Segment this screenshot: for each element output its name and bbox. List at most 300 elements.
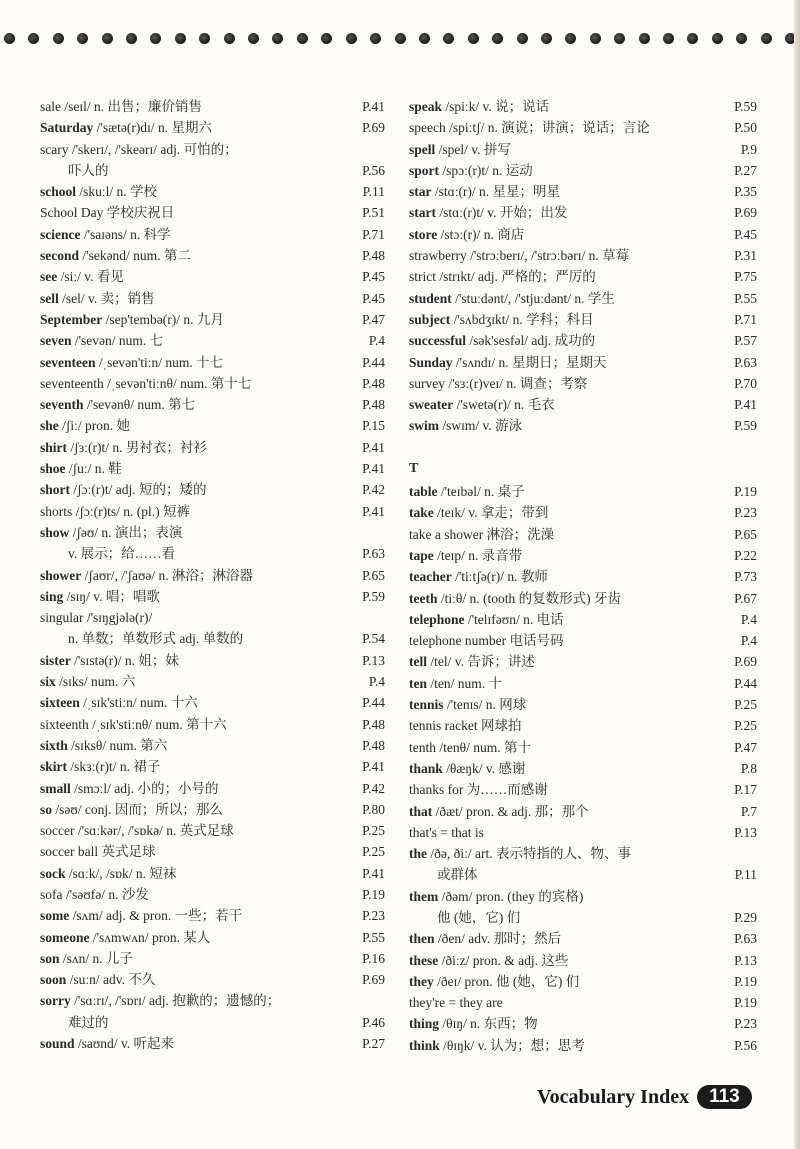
- entry-word: sixteenth: [40, 716, 89, 732]
- entry-word: tell: [409, 654, 427, 670]
- entry-page: P.46: [362, 1014, 385, 1030]
- entry-page: P.70: [734, 375, 757, 391]
- entry-definition: /'sætə(r)dɪ/ n. 星期六: [96, 120, 212, 136]
- entry-definition: /θɪŋk/ v. 认为；想；思考: [443, 1037, 585, 1053]
- entry-definition: /ʃɔː(r)ts/ n. (pl.) 短裤: [75, 503, 190, 519]
- binding-hole: [370, 33, 381, 44]
- entry-page: P.69: [362, 972, 385, 988]
- entry-word: take: [409, 505, 434, 521]
- vocab-entry: [40, 139, 385, 182]
- entry-page: P.73: [734, 569, 757, 585]
- vocab-entry: [40, 692, 385, 713]
- vocab-entry: [409, 609, 757, 630]
- entry-definition: /'sʌndɪ/ n. 星期日；星期天: [455, 354, 607, 370]
- binding-hole: [712, 33, 723, 44]
- entry-word: shirt: [40, 439, 67, 455]
- entry-word: successful: [409, 333, 466, 349]
- vocab-entry: [40, 181, 385, 202]
- entry-page: P.4: [368, 674, 385, 690]
- vocab-entry: [409, 822, 757, 843]
- entry-definition: /'sɪŋgjələ(r)/: [86, 610, 153, 626]
- entry-word: shoe: [40, 461, 66, 477]
- vocab-entry: [409, 801, 757, 822]
- entry-definition: /'səʊfə/ n. 沙发: [65, 886, 149, 902]
- vocab-entry: [40, 650, 385, 671]
- entry-definition: /sɪks/ num. 六: [59, 674, 136, 690]
- entry-definition: /'tenɪs/ n. 网球: [446, 697, 527, 713]
- entry-page: P.41: [362, 461, 385, 477]
- vocab-entry: [409, 1013, 757, 1034]
- entry-page: P.80: [362, 801, 385, 817]
- entry-word: singular: [40, 610, 84, 626]
- entry-continuation: 或群体: [437, 867, 478, 883]
- entry-page: P.13: [362, 652, 385, 668]
- entry-word: someone: [40, 929, 90, 945]
- entry-definition: /sək'sesfəl/ adj. 成功的: [469, 333, 596, 349]
- entry-definition: /sʌm/ adj. & pron. 一些；若干: [72, 908, 243, 924]
- binding-hole: [321, 33, 332, 44]
- entry-definition: /'telɪfəʊn/ n. 电话: [467, 611, 564, 627]
- vocab-entry: [409, 588, 757, 609]
- entry-definition: /'sɜː(r)veɪ/ n. 调查；考察: [448, 375, 588, 391]
- entry-word: second: [40, 248, 80, 264]
- entry-page: P.25: [362, 844, 385, 860]
- entry-word: speak: [409, 99, 443, 114]
- entry-page: P.50: [734, 120, 757, 136]
- vocab-entry: [409, 630, 757, 651]
- entry-definition: /ʃəʊ/ n. 演出；表演: [72, 524, 183, 540]
- vocab-entry: [40, 224, 385, 245]
- entry-page: P.19: [734, 973, 757, 989]
- vocab-entry: [409, 415, 757, 436]
- vocab-entry: [409, 352, 757, 373]
- binding-hole: [443, 33, 454, 44]
- entry-word: sock: [40, 865, 66, 881]
- entry-word: shower: [40, 567, 82, 583]
- entry-continuation: n. 单数；单数形式 adj. 单数的: [68, 631, 244, 647]
- entry-word: telephone: [409, 611, 465, 627]
- entry-word: so: [40, 801, 53, 817]
- entry-word: these: [409, 952, 439, 968]
- footer-label: Vocabulary Index: [537, 1085, 690, 1108]
- binding-hole: [53, 33, 64, 44]
- entry-definition: /sɪŋ/ v. 唱；唱歌: [66, 588, 160, 604]
- vocab-entry: [409, 566, 757, 587]
- entry-word: sorry: [40, 993, 71, 1009]
- binding-hole: [77, 33, 88, 44]
- entry-page: P.23: [734, 1016, 757, 1032]
- entry-word: school: [40, 184, 77, 200]
- entry-page: P.69: [362, 120, 385, 136]
- vocab-entry: [40, 288, 385, 309]
- entry-definition: /sel/ v. 卖；销售: [62, 290, 155, 306]
- entry-page: P.11: [362, 184, 385, 200]
- entry-word: sound: [40, 1036, 75, 1052]
- entry-word: telephone number: [409, 633, 507, 649]
- vocab-entry: [40, 714, 385, 735]
- entry-word: soccer: [40, 823, 75, 839]
- entry-definition: /ðæt/ pron. & adj. 那；那个: [435, 803, 589, 819]
- vocab-entry: [40, 799, 385, 820]
- entry-definition: /səʊ/ conj. 因而；所以；那么: [55, 801, 223, 817]
- entry-page: P.41: [734, 397, 757, 413]
- vocab-entry: [409, 202, 757, 223]
- entry-page: P.65: [734, 526, 757, 542]
- entry-definition: /ˌsevən'tiːnθ/ num. 第十七: [107, 375, 252, 391]
- entry-word: spell: [409, 141, 436, 157]
- vocab-entry: [40, 522, 385, 565]
- entry-definition: /ʃaʊr/, /'ʃaʊə/ n. 淋浴；淋浴器: [84, 567, 253, 583]
- entry-word: take a shower: [409, 526, 484, 542]
- entry-page: P.8: [740, 760, 757, 776]
- entry-page: P.48: [362, 248, 385, 264]
- entry-definition: /'skerɪ/, /'skeərɪ/ adj. 可怕的；: [71, 141, 238, 157]
- entry-word: tenth: [409, 739, 436, 755]
- entry-page: P.59: [734, 99, 757, 114]
- vocab-entry: [409, 694, 757, 715]
- entry-word: student: [409, 290, 452, 306]
- entry-definition: /stɑː(r)/ n. 星星；明星: [434, 184, 561, 200]
- entry-page: P.63: [734, 931, 757, 947]
- binding-hole: [248, 33, 259, 44]
- entry-word: soccer ball: [40, 844, 99, 860]
- binding-hole: [419, 33, 430, 44]
- vocab-entry: [40, 778, 385, 799]
- entry-word: that's = that is: [409, 824, 484, 840]
- entry-definition: /suːn/ adv. 不久: [69, 972, 156, 988]
- binding-hole: [126, 33, 137, 44]
- vocab-entry: [40, 863, 385, 884]
- entry-page: P.44: [362, 695, 385, 711]
- entry-word: swim: [409, 418, 439, 434]
- entry-definition: /ʃiː/ pron. 她: [62, 418, 131, 434]
- entry-definition: /smɔːl/ adj. 小的；小号的: [74, 780, 219, 796]
- vocab-entry: [40, 969, 385, 990]
- entry-page: P.7: [740, 803, 757, 819]
- entry-definition: /tiːθ/ n. (tooth 的复数形式) 牙齿: [440, 590, 621, 606]
- entry-definition: /sep'tembə(r)/ n. 九月: [105, 311, 224, 327]
- entry-definition: /swɪm/ v. 游泳: [442, 418, 523, 434]
- entry-word: table: [409, 484, 438, 500]
- vocab-entry: [409, 971, 757, 992]
- entry-definition: /stɔː(r)/ n. 商店: [440, 226, 525, 242]
- entry-page: P.71: [734, 311, 757, 327]
- entry-definition: /ˌsɪk'stiːnθ/ num. 第十六: [92, 716, 227, 732]
- entry-word: sweater: [409, 397, 454, 413]
- entry-page: P.47: [362, 311, 385, 327]
- binding-hole: [565, 33, 576, 44]
- entry-word: tennis racket: [409, 718, 478, 734]
- entry-word: seventeenth: [40, 375, 104, 391]
- vocab-entry: [40, 927, 385, 948]
- vocab-entry: [409, 373, 757, 394]
- entry-page: P.27: [362, 1036, 385, 1052]
- entry-page: P.19: [362, 886, 385, 902]
- entry-definition: /'swetə(r)/ n. 毛衣: [456, 397, 555, 413]
- entry-definition: /ðen/ adv. 那时；然后: [437, 931, 562, 947]
- entry-definition: /spiːtʃ/ n. 演说；讲演；说话；言论: [449, 120, 650, 136]
- vocab-entry: [40, 394, 385, 415]
- entry-word: sixteen: [40, 695, 80, 711]
- entry-page: P.75: [734, 269, 757, 285]
- entry-page: P.67: [734, 590, 757, 606]
- entry-word: then: [409, 931, 435, 947]
- vocab-entry: [409, 309, 757, 330]
- binding-hole: [761, 33, 772, 44]
- entry-word: seven: [40, 333, 72, 349]
- entry-definition: /siː/ v. 看见: [60, 269, 124, 285]
- spiral-binding: [4, 28, 796, 48]
- entry-word: sport: [409, 162, 439, 178]
- entry-definition: /'teɪbəl/ n. 桌子: [440, 484, 525, 500]
- entry-definition: /teɪp/ n. 录音带: [437, 547, 523, 563]
- entry-word: tape: [409, 547, 434, 563]
- vocab-entry: [40, 266, 385, 287]
- entry-page: P.69: [734, 654, 757, 670]
- entry-definition: /'tiːtʃə(r)/ n. 教师: [455, 569, 548, 585]
- entry-definition: /θæŋk/ v. 感谢: [446, 760, 526, 776]
- vocab-entry: [409, 886, 757, 929]
- section-letter-t: T: [409, 460, 419, 476]
- page-edge: [794, 0, 800, 1149]
- entry-word: subject: [409, 311, 451, 327]
- entry-definition: /θɪŋ/ n. 东西；物: [442, 1016, 538, 1032]
- vocab-entry: [40, 820, 385, 841]
- entry-continuation: 他 (她，它) 们: [437, 909, 521, 925]
- vocab-entry: [40, 202, 385, 223]
- entry-definition: 学校庆祝日: [106, 205, 175, 221]
- entry-definition: 为……而感谢: [466, 782, 548, 798]
- entry-page: P.48: [362, 716, 385, 732]
- entry-word: teeth: [409, 590, 438, 606]
- entry-page: P.41: [362, 759, 385, 775]
- entry-definition: /spɔː(r)t/ n. 运动: [442, 162, 533, 178]
- entry-definition: /ˌsevən'tiːn/ num. 十七: [98, 354, 224, 370]
- entry-word: that: [409, 803, 433, 819]
- vocab-entry: [40, 330, 385, 351]
- entry-page: P.4: [368, 333, 385, 349]
- entry-definition: /'stuːdənt/, /'stjuːdənt/ n. 学生: [455, 290, 615, 306]
- entry-page: P.31: [734, 248, 757, 264]
- entry-definition: /'sevənθ/ num. 第七: [86, 397, 196, 413]
- entry-word: thank: [409, 760, 443, 776]
- entry-word: small: [40, 780, 71, 796]
- entry-page: P.41: [362, 865, 385, 881]
- entry-word: soon: [40, 972, 67, 988]
- vocab-entry: [40, 671, 385, 692]
- entry-page: P.42: [362, 482, 385, 498]
- entry-page: P.63: [362, 546, 385, 562]
- entry-word: sixth: [40, 737, 68, 753]
- entry-word: they: [409, 973, 434, 989]
- vocab-entry: [40, 586, 385, 607]
- entry-word: show: [40, 524, 70, 540]
- vocab-entry: [40, 1033, 385, 1054]
- entry-page: P.19: [734, 995, 757, 1011]
- entry-definition: /'sɑːkər/, /'sɒkə/ n. 英式足球: [77, 823, 234, 839]
- entry-page: P.27: [734, 162, 757, 178]
- entry-page: P.23: [734, 505, 757, 521]
- entry-page: P.57: [734, 333, 757, 349]
- entry-definition: /sɑːk/, /sɒk/ n. 短袜: [68, 865, 177, 881]
- entry-definition: 英式足球: [101, 844, 156, 860]
- entry-page: P.41: [362, 503, 385, 519]
- entry-word: see: [40, 269, 58, 285]
- entry-page: P.13: [734, 952, 757, 968]
- entry-definition: /'sɑːrɪ/, /'sɒrɪ/ adj. 抱歉的；遗憾的；: [74, 993, 281, 1009]
- entry-definition: /teɪk/ v. 拿走；带到: [437, 505, 549, 521]
- entry-page: P.71: [362, 226, 385, 242]
- entry-word: sing: [40, 588, 64, 604]
- entry-word: start: [409, 205, 436, 221]
- entry-word: School Day: [40, 205, 104, 221]
- vocab-entry: [40, 117, 385, 138]
- entry-definition: /ðiːz/ pron. & adj. 这些: [441, 952, 569, 968]
- vocab-entry: [40, 607, 385, 650]
- entry-definition: /sɪksθ/ num. 第六: [71, 737, 168, 753]
- vocab-entry: [40, 501, 385, 522]
- binding-hole: [492, 33, 503, 44]
- entry-word: sister: [40, 652, 71, 668]
- entry-definition: /ðəm/ pron. (they 的宾格): [441, 888, 584, 904]
- entry-word: strawberry: [409, 248, 467, 264]
- entry-definition: /ʃuː/ n. 鞋: [68, 461, 122, 477]
- entry-word: son: [40, 950, 60, 966]
- entry-page: P.15: [362, 418, 385, 434]
- binding-hole: [517, 33, 528, 44]
- entry-page: P.25: [734, 718, 757, 734]
- entry-page: P.56: [362, 162, 385, 178]
- entry-definition: /'sevən/ num. 七: [74, 333, 164, 349]
- binding-hole: [4, 33, 15, 44]
- entry-word: short: [40, 482, 70, 498]
- entry-page: P.25: [734, 697, 757, 713]
- binding-hole: [346, 33, 357, 44]
- vocab-entry: [40, 96, 385, 117]
- entry-definition: /saʊnd/ v. 听起来: [77, 1036, 175, 1052]
- binding-hole: [614, 33, 625, 44]
- vocab-entry: [409, 245, 757, 266]
- vocab-entry: [409, 524, 757, 545]
- binding-hole: [150, 33, 161, 44]
- entry-definition: /ðə, ðiː/ art. 表示特指的人、物、事: [430, 846, 631, 862]
- entry-word: them: [409, 888, 439, 904]
- binding-hole: [395, 33, 406, 44]
- entry-definition: /sʌn/ n. 儿子: [62, 950, 134, 966]
- binding-hole: [28, 33, 39, 44]
- entry-word: store: [409, 226, 438, 242]
- right-column: [409, 96, 757, 1056]
- vocab-entry: [40, 352, 385, 373]
- vocab-entry: [40, 990, 385, 1033]
- entry-page: P.29: [734, 909, 757, 925]
- entry-page: P.48: [362, 397, 385, 413]
- entry-definition: /'sʌmwʌn/ pron. 某人: [92, 929, 211, 945]
- vocab-entry: [409, 139, 757, 160]
- entry-page: P.25: [362, 823, 385, 839]
- entry-word: strict: [409, 269, 436, 285]
- vocab-entry: [409, 992, 757, 1013]
- entry-page: P.54: [362, 631, 385, 647]
- binding-hole: [541, 33, 552, 44]
- vocab-entry: [409, 96, 757, 117]
- entry-page: P.48: [362, 737, 385, 753]
- entry-page: P.44: [362, 354, 385, 370]
- entry-page: P.45: [362, 269, 385, 285]
- vocab-entry: [40, 565, 385, 586]
- vocab-entry: [40, 884, 385, 905]
- entry-word: the: [409, 846, 427, 862]
- entry-definition: /spiːk/ v. 说；说话: [445, 99, 550, 114]
- entry-word: thing: [409, 1016, 440, 1032]
- entry-page: P.13: [734, 824, 757, 840]
- entry-page: P.48: [362, 375, 385, 391]
- vocab-entry: [409, 266, 757, 287]
- binding-hole: [639, 33, 650, 44]
- entry-page: P.4: [740, 611, 757, 627]
- entry-page: P.16: [362, 950, 385, 966]
- entry-definition: /ˌsɪk'stiːn/ num. 十六: [83, 695, 198, 711]
- s-entries-list: [409, 96, 757, 437]
- vocab-entry: [40, 948, 385, 969]
- entry-definition: /tenθ/ num. 第十: [439, 739, 531, 755]
- vocab-entry: [409, 181, 757, 202]
- entry-definition: /'strɔːberɪ/, /'strɔːbərɪ/ n. 草莓: [470, 248, 630, 264]
- entry-word: tennis: [409, 697, 444, 713]
- vocab-entry: [409, 673, 757, 694]
- binding-hole: [663, 33, 674, 44]
- entry-page: P.17: [734, 782, 757, 798]
- vocab-entry: [409, 117, 757, 138]
- vocab-entry: [409, 715, 757, 736]
- entry-page: P.9: [740, 141, 757, 157]
- vocab-entry: [40, 479, 385, 500]
- entry-continuation: 吓人的: [68, 162, 109, 178]
- entry-page: P.47: [734, 739, 757, 755]
- entry-definition: 电话号码: [509, 633, 564, 649]
- vocab-entry: [409, 651, 757, 672]
- entry-definition: /'sɪstə(r)/ n. 姐；妹: [74, 652, 179, 668]
- entry-word: ten: [409, 675, 427, 691]
- entry-definition: /tel/ v. 告诉；讲述: [430, 654, 535, 670]
- vocab-entry: [409, 502, 757, 523]
- entry-page: P.23: [362, 908, 385, 924]
- vocab-entry: [409, 224, 757, 245]
- entry-definition: /'sʌbdʒɪkt/ n. 学科；科目: [453, 311, 594, 327]
- t-entries-list: [409, 481, 757, 1056]
- vocab-entry: [40, 905, 385, 926]
- binding-hole: [199, 33, 210, 44]
- entry-definition: /ʃɔː(r)t/ adj. 短的；矮的: [73, 482, 207, 498]
- entry-page: P.19: [734, 484, 757, 500]
- vocab-entry: [409, 160, 757, 181]
- vocab-entry: [409, 950, 757, 971]
- entry-word: September: [40, 311, 103, 327]
- vocab-entry: [40, 309, 385, 330]
- entry-word: she: [40, 418, 59, 434]
- entry-word: teacher: [409, 569, 452, 585]
- entry-page: P.65: [362, 567, 385, 583]
- entry-definition: /ten/ num. 十: [430, 675, 502, 691]
- entry-word: seventeen: [40, 354, 96, 370]
- entry-word: scary: [40, 141, 69, 157]
- entry-word: star: [409, 184, 432, 200]
- page-number-badge: 113: [697, 1085, 752, 1109]
- entry-definition: /spel/ v. 拼写: [438, 141, 511, 157]
- entry-page: P.11: [734, 867, 757, 883]
- entry-definition: /'saɪəns/ n. 科学: [83, 226, 171, 242]
- entry-word: shorts: [40, 503, 73, 519]
